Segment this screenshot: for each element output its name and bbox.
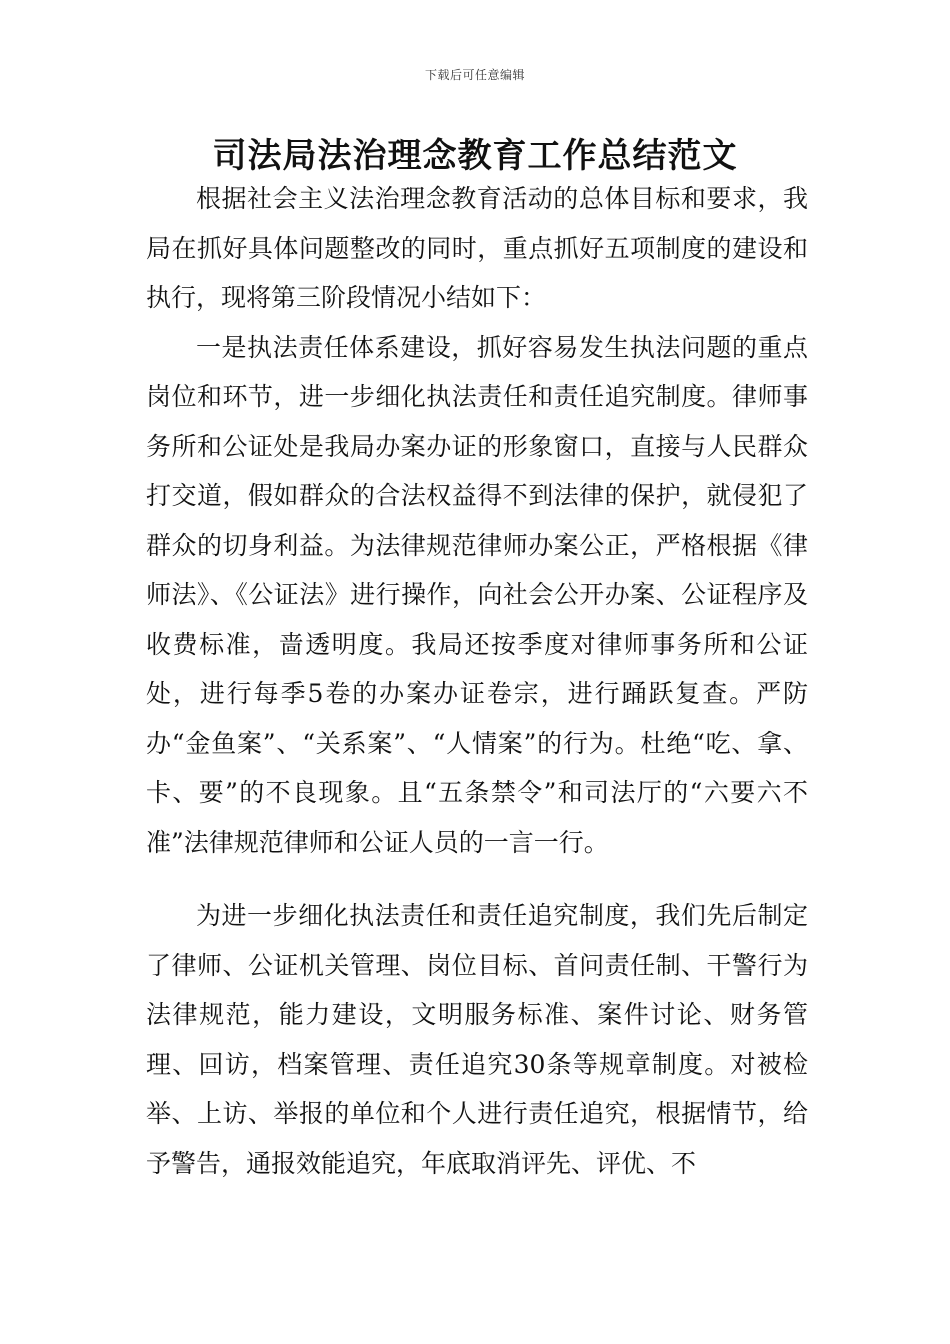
header-note: 下载后可任意编辑 (424, 68, 525, 82)
paragraph-responsibility-rules: 为进一步细化执法责任和责任追究制度，我们先后制定了律师、公证机关管理、岗位目标、首问责任制、干警行为法律规范，能力建设，文明服务标准、案件讨论、财务管理、回访，档案管理、责任追究30条等规章制度。对被检举、上访、举报的单位和个人进行责任追究，根据情节，给予警告，通报效能追究，年底取消评先、评优、不 (146, 901, 808, 1178)
document-body (146, 174, 808, 1188)
paragraph-enforcement-system: 一是执法责任体系建设，抓好容易发生执法问题的重点岗位和环节，进一步细化执法责任和责任追究制度。律师事务所和公证处是我局办案办证的形象窗口，直接与人民群众打交道，假如群众的合法权益得不到法律的保护，就侵犯了群众的切身利益。为法律规范律师办案公正，严格根据《律师法》、《公证法》进行操作，向社会公开办案、公证程序及收费标准，啬透明度。我局还按季度对律师事务所和公证处，进行每季5卷的办案办证卷宗，进行踊跃复查。严防办“金鱼案”、“关系案”、“人情案”的行为。杜绝“吃、拿、卡、要”的不良现象。且“五条禁令”和司法厅的“六要六不准”法律规范律师和公证人员的一言一行。 (146, 332, 808, 857)
paragraph-intro: 根据社会主义法治理念教育活动的总体目标和要求，我局在抓好具体问题整改的同时，重点抓好五项制度的建设和执行，现将第三阶段情况小结如下： (146, 184, 808, 312)
document-title: 司法局法治理念教育工作总结范文 (212, 136, 738, 176)
